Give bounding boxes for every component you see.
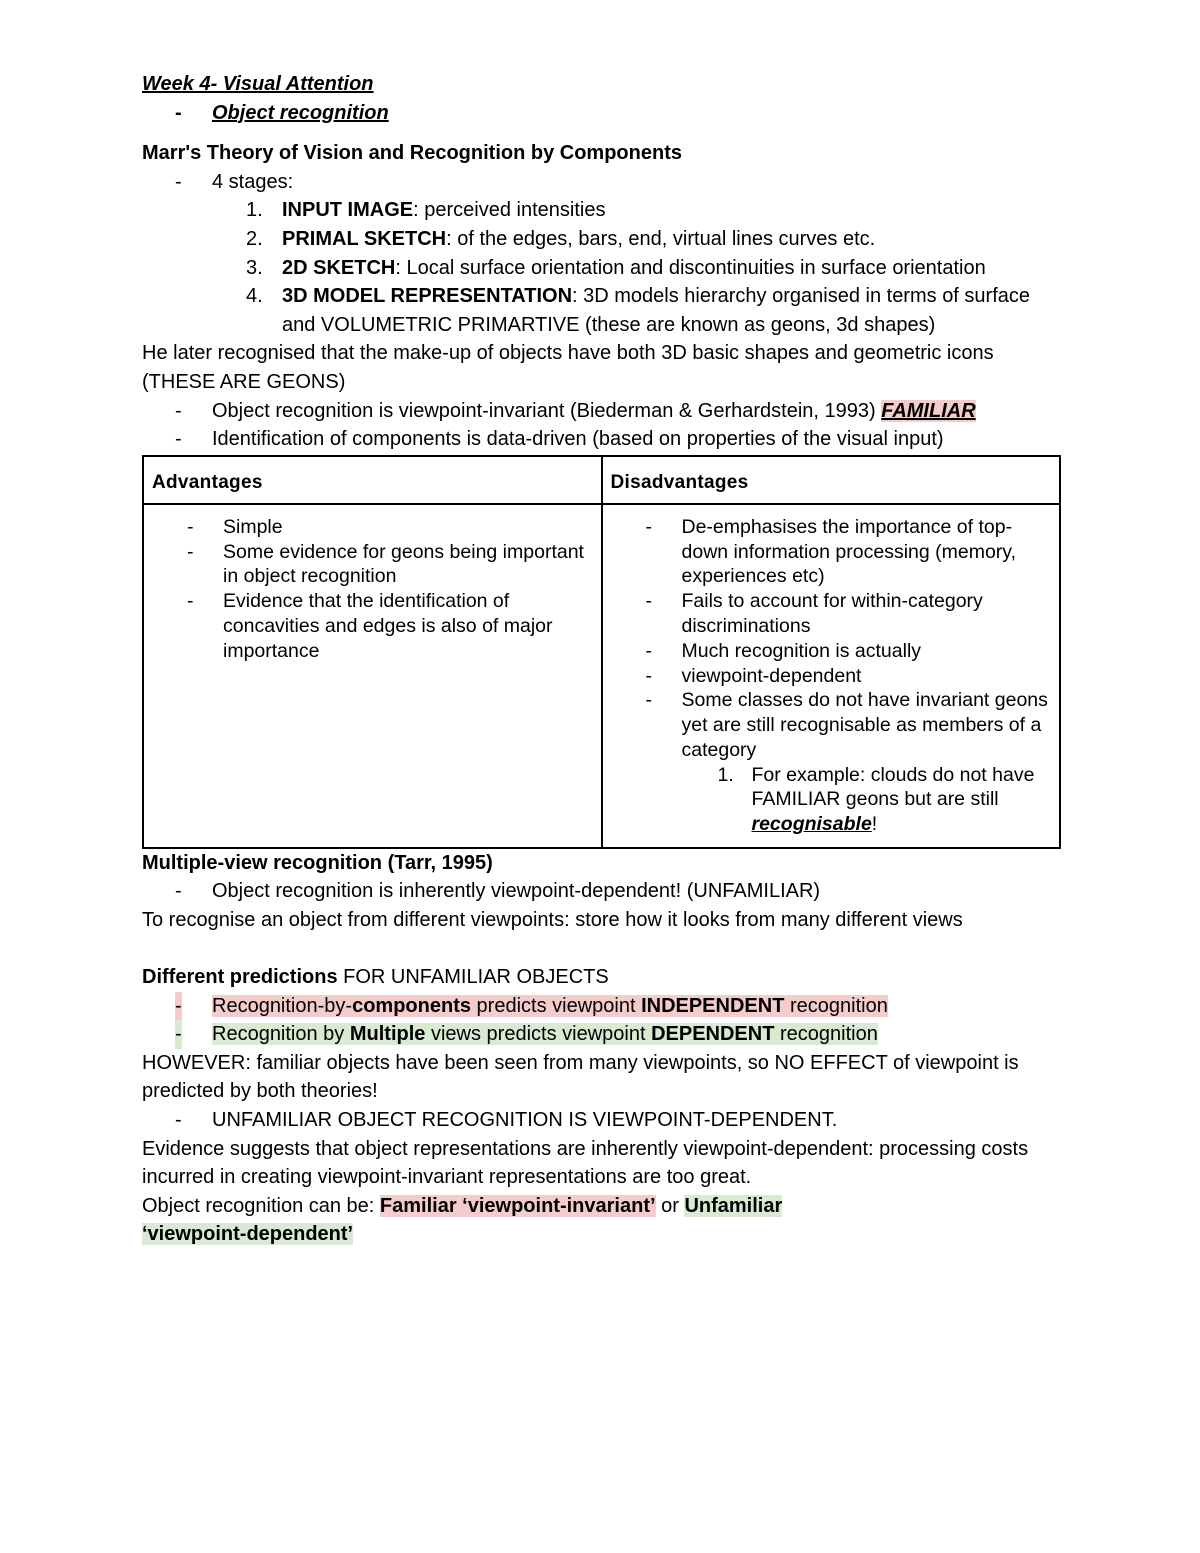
disadvantage-text: Fails to account for within-category discriminations xyxy=(681,590,983,637)
bullet-item xyxy=(142,877,1062,906)
list-item xyxy=(603,639,1060,664)
prediction-components xyxy=(212,995,888,1017)
pred-bold: INDEPENDENT xyxy=(641,994,785,1017)
subtitle-row xyxy=(142,99,1062,128)
prediction-multiple xyxy=(212,1023,878,1045)
final-paragraph xyxy=(142,1192,1062,1249)
paragraph: HOWEVER: familiar objects have been seen from many viewpoints, so NO EFFECT of viewpoint is predicted by both theories! xyxy=(142,1051,1019,1103)
bullet-item xyxy=(142,1106,1062,1135)
bullet-dash: - xyxy=(187,540,194,563)
bullet-dash: - xyxy=(645,590,652,613)
bullet-text: Object recognition is inherently viewpoint-dependent! (UNFAMILIAR) xyxy=(212,880,821,903)
disadvantage-text: De-emphasises the importance of top-down information processing (memory, experiences etc) xyxy=(681,515,1017,588)
bullet-dash: - xyxy=(175,880,182,903)
advantages-header: Advantages xyxy=(152,471,263,493)
stage-item xyxy=(142,196,1062,225)
stage-item xyxy=(142,254,1062,283)
table-row xyxy=(143,504,1060,848)
bullet-dash: - xyxy=(175,399,182,422)
advantage-text: Evidence that the identification of concavities and edges is also of major importance xyxy=(223,590,553,662)
stage-desc: : perceived intensities xyxy=(413,199,606,222)
example-text: For example: clouds do not have FAMILIAR geons but are still xyxy=(751,763,1035,811)
bullet-text: Object recognition is viewpoint-invariant (Biederman & Gerhardstein, 1993) xyxy=(212,399,882,422)
familiar-tag: FAMILIAR xyxy=(881,399,976,422)
advantages-list xyxy=(144,515,601,664)
stage-number: 2. xyxy=(246,227,263,250)
disadvantages-cell xyxy=(602,504,1061,848)
familiar-label: Familiar ‘viewpoint-invariant’ xyxy=(379,1194,656,1217)
pred-text: Recognition-by- xyxy=(212,994,353,1017)
bullet-dash: - xyxy=(175,428,182,451)
advantages-cell xyxy=(143,504,602,848)
unfamiliar-label-cont: ‘viewpoint-dependent’ xyxy=(142,1223,354,1246)
stage-desc: : Local surface orientation and discontinuities in surface orientation xyxy=(395,256,986,279)
list-item xyxy=(603,515,1060,589)
table-header-cell xyxy=(602,456,1061,504)
pred-text: recognition xyxy=(784,994,888,1017)
stage-item xyxy=(142,282,1062,339)
bullet-dash: - xyxy=(175,992,182,1021)
disadvantages-header: Disadvantages xyxy=(610,471,749,493)
list-item xyxy=(144,540,601,590)
pros-cons-table xyxy=(142,455,1061,849)
bullet-item xyxy=(142,425,1062,454)
paragraph: To recognise an object from different viewpoints: store how it looks from many different views xyxy=(142,908,963,931)
section-heading-multiview: Multiple-view recognition (Tarr, 1995) xyxy=(142,851,493,874)
bullet-dash: - xyxy=(645,639,652,662)
bullet-item xyxy=(142,992,1062,1021)
stage-desc: : of the edges, bars, end, virtual lines curves etc. xyxy=(446,227,876,250)
stage-term: 2D SKETCH xyxy=(282,256,396,279)
subtitle: Object recognition xyxy=(212,101,389,124)
list-item xyxy=(603,589,1060,639)
stage-term: INPUT IMAGE xyxy=(282,199,414,222)
page-title-row xyxy=(142,70,1062,99)
paragraph: Evidence suggests that object representations are inherently viewpoint-dependent: processing costs incurred in creating viewpoint-invariant representations are too great. xyxy=(142,1137,1029,1189)
list-item xyxy=(144,589,601,663)
stage-number: 4. xyxy=(246,285,263,308)
bullet-dash: - xyxy=(175,1020,182,1049)
table-header-cell xyxy=(143,456,602,504)
page-title: Week 4- Visual Attention xyxy=(142,73,374,95)
bullet-text: Identification of components is data-driven (based on properties of the visual input) xyxy=(212,428,944,451)
bullet-dash: - xyxy=(645,689,652,712)
stages-intro xyxy=(142,168,1062,197)
final-prefix: Object recognition can be: xyxy=(142,1194,380,1217)
predictions-heading-rest: FOR UNFAMILIAR OBJECTS xyxy=(337,966,609,989)
advantage-text: Simple xyxy=(223,515,283,538)
bullet-item xyxy=(142,1020,1062,1049)
example-number: 1. xyxy=(717,763,734,786)
pred-bold: components xyxy=(352,994,471,1017)
bullet-dash: - xyxy=(175,1109,182,1132)
stage-desc: : 3D models hierarchy organised in terms of surface and VOLUMETRIC PRIMARTIVE (these are known as geons, 3d shapes) xyxy=(282,285,1031,336)
pred-bold: DEPENDENT xyxy=(651,1023,775,1046)
stage-item xyxy=(142,225,1062,254)
pred-bold: Multiple xyxy=(349,1023,426,1046)
final-or: or xyxy=(655,1194,685,1217)
list-item xyxy=(603,763,1060,837)
list-item xyxy=(603,664,1060,689)
stages-intro-text: 4 stages: xyxy=(212,170,294,193)
pred-text: predicts viewpoint xyxy=(470,994,642,1017)
pred-text: views predicts viewpoint xyxy=(425,1023,652,1046)
disadvantage-text: viewpoint-dependent xyxy=(681,664,862,687)
disadvantages-list xyxy=(603,515,1060,837)
pred-text: Recognition by xyxy=(212,1023,350,1046)
table-header-row xyxy=(143,456,1060,504)
pred-text: recognition xyxy=(774,1023,878,1046)
bullet-dash: - xyxy=(187,590,194,613)
example-end: ! xyxy=(871,813,878,836)
stage-number: 3. xyxy=(246,256,263,279)
paragraph: He later recognised that the make-up of objects have both 3D basic shapes and geometric icons (THESE ARE GEONS) xyxy=(142,342,994,393)
predictions-heading-bold: Different predictions xyxy=(142,966,338,989)
bullet-dash: - xyxy=(187,515,194,538)
disadvantage-text: Some classes do not have invariant geons yet are still recognisable as members of a category xyxy=(681,689,1048,761)
document-page xyxy=(142,70,1062,1249)
disadvantage-text: Much recognition is actually xyxy=(681,639,922,662)
bullet-dash: - xyxy=(645,664,652,687)
example-emphasis: recognisable xyxy=(751,813,872,836)
stage-number: 1. xyxy=(246,199,263,222)
bullet-dash: - xyxy=(645,515,652,538)
bullet-item xyxy=(142,397,1062,426)
bullet-dash: - xyxy=(175,170,182,193)
stage-term: PRIMAL SKETCH xyxy=(282,227,447,250)
section-heading-marr: Marr's Theory of Vision and Recognition by Components xyxy=(142,142,682,165)
bullet-dash: - xyxy=(175,101,182,124)
advantage-text: Some evidence for geons being important in object recognition xyxy=(223,540,584,588)
bullet-text: UNFAMILIAR OBJECT RECOGNITION IS VIEWPOINT-DEPENDENT. xyxy=(212,1109,838,1132)
unfamiliar-label: Unfamiliar xyxy=(684,1194,783,1217)
list-item xyxy=(603,688,1060,762)
list-item xyxy=(144,515,601,540)
stage-term: 3D MODEL REPRESENTATION xyxy=(282,285,573,308)
section-heading-predictions xyxy=(142,963,1062,992)
